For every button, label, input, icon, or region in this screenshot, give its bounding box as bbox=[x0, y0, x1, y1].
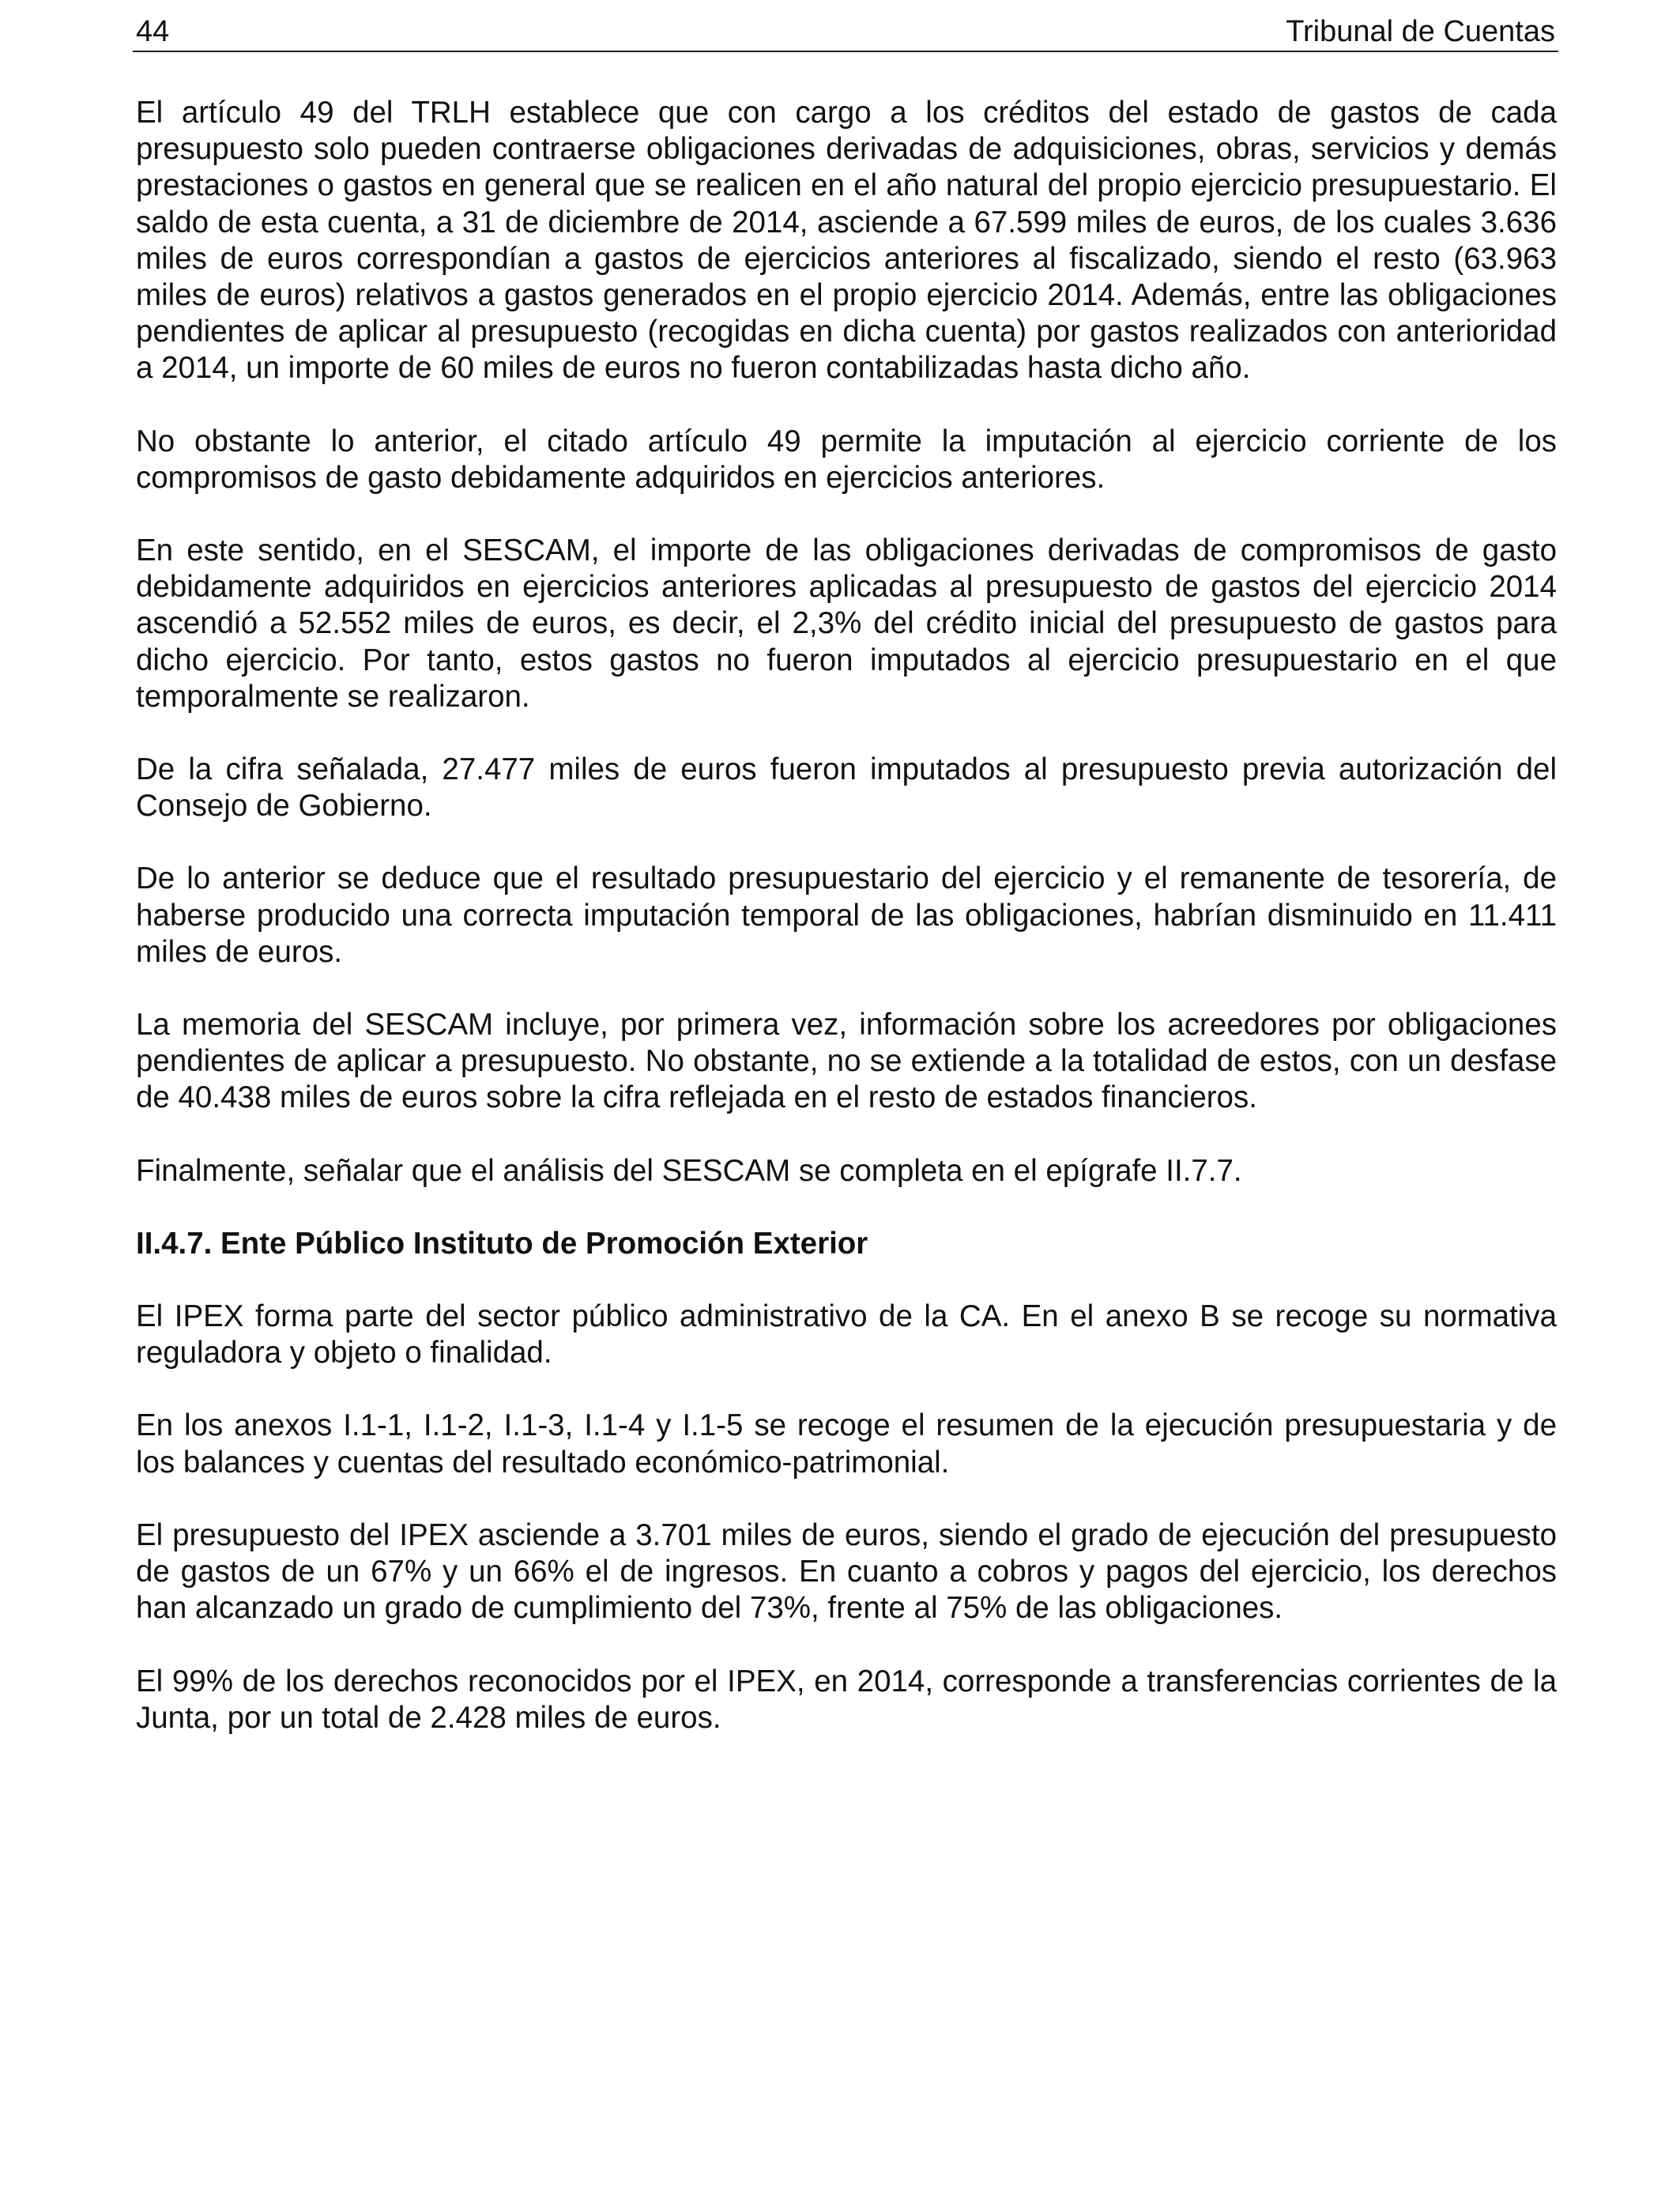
paragraph-sescam-compromisos: En este sentido, en el SESCAM, el importe de las obligaciones derivadas de compromisos de gasto debidamente adquiridos en ejercicios anteriores aplicadas al presupuesto de gastos del ejercicio 2014 ascendió a 52.552 miles de euros, es decir, el 2,3% del crédito inicial del presupuesto de gastos para dicho ejercicio. Por tanto, estos gastos no fueron imputados al ejercicio presupuestario en el que temporalmente se realizaron. bbox=[136, 533, 1557, 714]
paragraph-ipex-anexos: En los anexos I.1-1, I.1-2, I.1-3, I.1-4 y I.1-5 se recoge el resumen de la ejecución presupuestaria y de los balances y cuentas del resultado económico-patrimonial. bbox=[136, 1408, 1557, 1480]
paragraph-resultado-presupuestario: De lo anterior se deduce que el resultado presupuestario del ejercicio y el remanente de tesorería, de haberse producido una correcta imputación temporal de las obligaciones, habrían disminuido en 11.411 miles de euros. bbox=[136, 861, 1557, 969]
header-title: Tribunal de Cuentas bbox=[1286, 15, 1555, 48]
paragraph-ipex-derechos: El 99% de los derechos reconocidos por el IPEX, en 2014, corresponde a transferencias corrientes de la Junta, por un total de 2.428 miles de euros. bbox=[136, 1664, 1557, 1735]
paragraph-no-obstante: No obstante lo anterior, el citado artículo 49 permite la imputación al ejercicio corriente de los compromisos de gasto debidamente adquiridos en ejercicios anteriores. bbox=[136, 424, 1557, 495]
page-header bbox=[133, 13, 1558, 52]
document-body bbox=[136, 95, 1557, 1773]
paragraph-ipex-presupuesto: El presupuesto del IPEX asciende a 3.701 miles de euros, siendo el grado de ejecución del presupuesto de gastos de un 67% y un 66% el de ingresos. En cuanto a cobros y pagos del ejercicio, los derechos han alcanzado un grado de cumplimiento del 73%, frente al 75% de las obligaciones. bbox=[136, 1517, 1557, 1626]
paragraph-cifra-senalada: De la cifra señalada, 27.477 miles de euros fueron imputados al presupuesto previa autorización del Consejo de Gobierno. bbox=[136, 752, 1557, 824]
paragraph-ipex-sector: El IPEX forma parte del sector público administrativo de la CA. En el anexo B se recoge su normativa reguladora y objeto o finalidad. bbox=[136, 1299, 1557, 1370]
section-heading: II.4.7. Ente Público Instituto de Promoción Exterior bbox=[136, 1226, 868, 1261]
paragraph-articulo-49: El artículo 49 del TRLH establece que con cargo a los créditos del estado de gastos de cada presupuesto solo pueden contraerse obligaciones derivadas de adquisiciones, obras, servicios y demás prestaciones o gastos en general que se realicen en el año natural del propio ejercicio presupuestario. El saldo de esta cuenta, a 31 de diciembre de 2014, asciende a 67.599 miles de euros, de los cuales 3.636 miles de euros correspondían a gastos de ejercicios anteriores al fiscalizado, siendo el resto (63.963 miles de euros) relativos a gastos generados en el propio ejercicio 2014. Además, entre las obligaciones pendientes de aplicar al presupuesto (recogidas en dicha cuenta) por gastos realizados con anterioridad a 2014, un importe de 60 miles de euros no fueron contabilizadas hasta dicho año. bbox=[136, 96, 1557, 386]
paragraph-finalmente: Finalmente, señalar que el análisis del SESCAM se completa en el epígrafe II.7.7. bbox=[136, 1153, 1242, 1188]
paragraph-memoria-sescam: La memoria del SESCAM incluye, por primera vez, información sobre los acreedores por obligaciones pendientes de aplicar a presupuesto. No obstante, no se extiende a la totalidad de estos, con un desfase de 40.438 miles de euros sobre la cifra reflejada en el resto de estados financieros. bbox=[136, 1008, 1557, 1115]
page-number: 44 bbox=[136, 15, 170, 48]
